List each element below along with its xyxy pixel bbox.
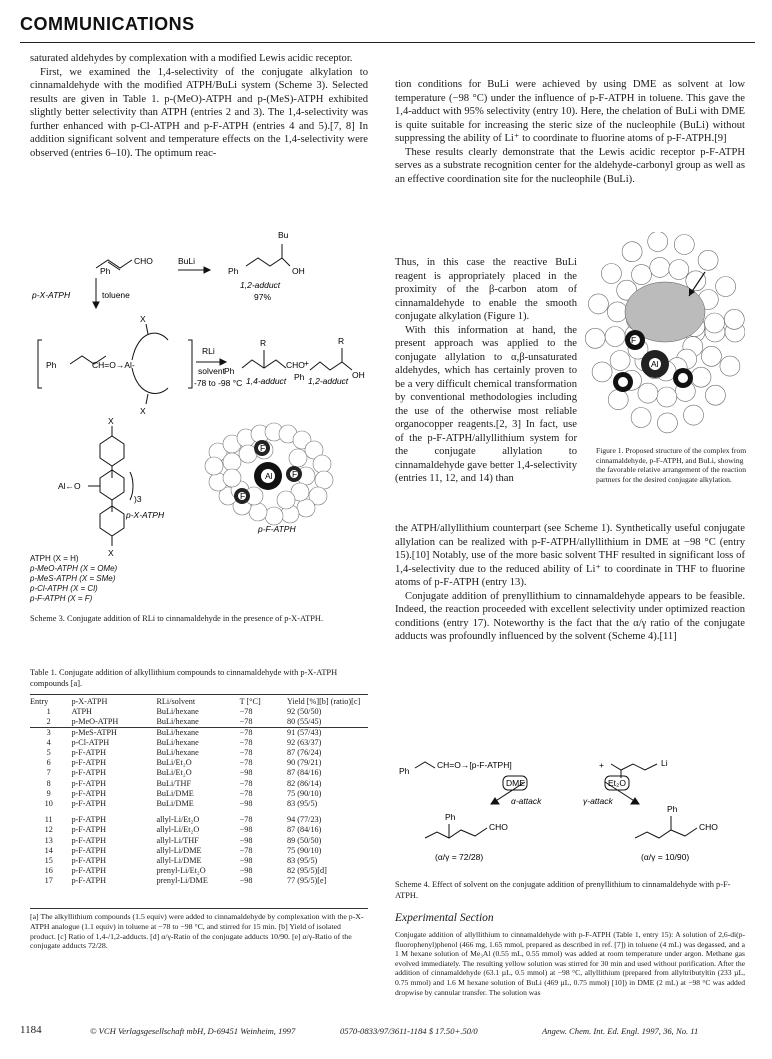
table-cell: allyl-Li/DME xyxy=(156,845,202,855)
atom-sphere xyxy=(607,302,627,322)
table-cell: −78 xyxy=(239,815,253,825)
table-row xyxy=(30,758,368,768)
table-cell: prenyl-Li/Et₂O xyxy=(156,866,206,876)
table-cell: 83 (95/5) xyxy=(287,799,318,809)
hydroxyl-label: OH xyxy=(292,266,305,276)
table-cell: p-Cl-ATPH xyxy=(71,737,110,747)
phenyl-label: Ph xyxy=(399,766,410,776)
table-cell: p-MeS-ATPH xyxy=(71,727,117,737)
table-cell: p-F-ATPH xyxy=(71,788,107,798)
left-column-text xyxy=(30,52,368,160)
atom-sphere xyxy=(716,277,736,297)
table-cell: BuLi/hexane xyxy=(156,737,199,747)
aluminum-label: Al xyxy=(651,359,659,369)
phenyl-label: Ph xyxy=(100,266,111,276)
plus-label: + xyxy=(304,358,309,368)
table-cell: 83 (95/5) xyxy=(287,856,318,866)
table-cell: 77 (95/5)[e] xyxy=(287,876,327,886)
paragraph: With this information at hand, the present approach was applied to the conjugate allylation to α,β-unsaturated aldehydes, which has certainly proven to be a very difficult chemical transformation by conventional methodologies including the use of the otherwise most reliable organocopper reagents.[2, 3] In fact, use of the p-F-ATPH/allyllithium system for the conjugate allylation to cinnamaldehyde gave better 1,4-selectivity (entries 11, 12, and 14) than xyxy=(395,324,577,484)
atom-sphere xyxy=(601,264,621,284)
table-cell: BuLi/hexane xyxy=(156,748,199,758)
phenyl-label: Ph xyxy=(46,360,57,370)
paragraph: tion conditions for BuLi were achieved by using DME as solvent at low temperature (−98 °C) under the influence of p-F-ATPH in toluene. This gave the 1,4-adduct with 95% selectivity (entry 10). Here, the chelation of BuLi with DME is quite suitable for increasing the steric size of the nucleophile (BuLi) without suppressing the ability of Li⁺ to coordinate to fluorine atoms of p-F-ATPH.[9] xyxy=(395,79,745,144)
table-cell: BuLi/THF xyxy=(156,778,192,788)
table-cell: 3 xyxy=(46,727,51,737)
table-cell: p-F-ATPH xyxy=(71,866,107,876)
table-cell: allyl-Li/Et₂O xyxy=(156,825,200,835)
aldehyde-label: CHO xyxy=(286,360,305,370)
table-cell: −98 xyxy=(239,856,253,866)
adduct-label: 1,2-adduct xyxy=(240,280,281,290)
table-cell: 87 (84/16) xyxy=(287,768,322,778)
complex-core-label: CH=O→Al- xyxy=(92,360,135,370)
table-cell: BuLi/DME xyxy=(156,799,194,809)
table-cell: allyl-Li/THF xyxy=(156,835,199,845)
table-cell: 75 (90/10) xyxy=(287,788,322,798)
table-row xyxy=(30,799,368,812)
aluminum-label: Al xyxy=(265,471,273,481)
hydroxyl-label: OH xyxy=(352,370,365,380)
fluorine-label: F xyxy=(631,335,637,345)
table-cell: −98 xyxy=(239,768,253,778)
table-cell: −78 xyxy=(239,717,253,727)
table-cell: −78 xyxy=(239,788,253,798)
atom-sphere xyxy=(669,260,689,280)
aldehyde-label: CHO xyxy=(489,822,508,832)
table-row xyxy=(30,728,368,738)
paragraph: Thus, in this case the reactive BuLi reagent is appropriately placed in the proximity of the β-carbon atom of cinnamaldehyde to enable the smooth conjugate alkylation (Figure 1). xyxy=(395,257,577,322)
table-cell: −78 xyxy=(239,737,253,747)
table-cell: p-F-ATPH xyxy=(71,835,107,845)
table-row xyxy=(30,825,368,835)
page-header xyxy=(20,12,755,43)
table-cell: 9 xyxy=(46,788,51,798)
column-header: T [°C] xyxy=(239,697,261,706)
table-cell: p-F-ATPH xyxy=(71,856,107,866)
figure-1-caption: Figure 1. Proposed structure of the complex from cinnamaldehyde, p-F-ATPH, and BuLi, showing the favorable relative arrangement of the reaction partners for the desired conjugate alkylation. xyxy=(596,446,747,484)
yield-label: 97% xyxy=(254,292,272,302)
table-1-caption: Table 1. Conjugate addition of alkyllithium compounds to cinnamaldehyde with p-X-ATPH compounds [a]. xyxy=(30,668,338,688)
table-cell: BuLi/Et₂O xyxy=(156,768,192,778)
atom-sphere xyxy=(638,383,658,403)
paragraph: saturated aldehydes by complexation with a modified Lewis acidic receptor. xyxy=(30,53,353,64)
paragraph: the ATPH/allyllithium counterpart (see Scheme 1). Synthetically useful conjugate allylation can be realized with p-F-ATPH/allyllithium in DME at −98 °C (entry 15).[10] Notably, use of the more basic solvent THF resulted in significant loss of 1,4-selectivity due to the reduced ability of Li⁺ to coordinate in THF to fluorine atoms of p-F-ATPH (entry 13). xyxy=(395,523,745,588)
atom-sphere xyxy=(705,385,725,405)
r-group-label: R xyxy=(260,338,267,348)
table-cell: 80 (55/45) xyxy=(287,717,322,727)
atom-sphere xyxy=(592,362,612,382)
table-cell: 82 (95/5)[d] xyxy=(287,866,327,876)
table-cell: p-F-ATPH xyxy=(71,825,107,835)
table-cell: p-F-ATPH xyxy=(71,845,107,855)
right-column-text-narrow xyxy=(395,256,577,486)
table-cell: −78 xyxy=(239,758,253,768)
paragraph: First, we examined the 1,4-selectivity of the conjugate alkylation to cinnamaldehyde with the modified ATPH/BuLi system (Scheme 3). Selected results are given in Table 1. p-(MeO)-ATPH and p-(MeS)-ATPH exhibited slightly better selectivity than ATPH (entries 2 and 3). The 1,4-selectivity was further enhanced with p-Cl-ATPH and p-F-ATPH (entries 4 and 5).[7, 8] In addition significant solvent and temperature effects on the 1,4-selectivity were observed (entries 6–10). The optimum reac- xyxy=(30,66,368,159)
table-row xyxy=(30,866,368,876)
table-cell: 13 xyxy=(44,835,53,845)
lithium-label: Li xyxy=(661,758,668,768)
aldehyde-label: CHO xyxy=(134,256,153,266)
fluorine-label: F xyxy=(240,491,246,501)
table-cell: −98 xyxy=(239,876,253,886)
attack-label: α-attack xyxy=(511,796,542,806)
table-cell: p-F-ATPH xyxy=(71,748,107,758)
table-cell: allyl-Li/Et₂O xyxy=(156,815,200,825)
scheme-4 xyxy=(395,756,745,876)
table-cell: −98 xyxy=(239,835,253,845)
atom-sphere xyxy=(632,265,652,285)
solvent-badge: DME xyxy=(506,778,525,788)
table-cell: 12 xyxy=(44,825,53,835)
table-cell: 14 xyxy=(44,845,53,855)
table-row xyxy=(30,779,368,789)
table-row xyxy=(30,768,368,778)
table-row xyxy=(30,748,368,758)
table-cell: ATPH xyxy=(71,707,92,717)
definition-item: p-MeO-ATPH (X = OMe) xyxy=(30,564,118,573)
attack-label: γ-attack xyxy=(583,796,613,806)
atom-sphere xyxy=(585,328,605,348)
atom-sphere xyxy=(691,367,711,387)
table-cell: 8 xyxy=(46,778,51,788)
table-cell: −78 xyxy=(239,845,253,855)
phenyl-label: Ph xyxy=(445,812,456,822)
r-group-label: R xyxy=(338,336,345,346)
column-header: Yield [%][b] (ratio)[c] xyxy=(287,697,361,706)
atom-sphere xyxy=(650,257,670,277)
atom-sphere xyxy=(701,346,721,366)
fluorine-label: F xyxy=(260,443,266,453)
table-cell: p-F-ATPH xyxy=(71,758,107,768)
reagent-label: p-X-ATPH xyxy=(32,290,71,300)
journal-citation: Angew. Chem. Int. Ed. Engl. 1997, 36, No. 11 xyxy=(542,1026,699,1036)
table-cell: −78 xyxy=(239,707,253,717)
complex-label: CH=O→[p-F-ATPH] xyxy=(437,760,512,770)
definition-item: p-Cl-ATPH (X = Cl) xyxy=(30,584,98,593)
table-cell: −98 xyxy=(239,825,253,835)
atom-sphere xyxy=(724,309,744,329)
table-cell: 75 (90/10) xyxy=(287,845,322,855)
table-cell: 90 (79/21) xyxy=(287,758,322,768)
section-title: COMMUNICATIONS xyxy=(20,14,195,34)
table-cell: 1 xyxy=(46,707,51,717)
experimental-text: Conjugate addition of allyllithium to cinnamaldehyde with p-F-ATPH (Table 1, entry 15): A solution of 2,6-di(p-fluorophenyl)phenol (466 mg, 1.65 mmol, prepared as described in ref. [7]) in toluene (4 mL) was degassed, and a 1 M hexane solution of Me₃Al (0.55 mL, 0.55 mmol) was added at room temperature under argon. Methane gas evolved immediately. The resulting yellow solution was stirred for 30 min and used without purification. After the addition of cinnamaldehyde (63.1 µL, 0.5 mmol) at −98 °C, allyllithium (prepared from allyltributyltin (233 µL, 0.75 mmol) and 1.6 M hexane solution of BuLi (469 µL, 0.75 mmol) [10]) in DME (2 mL) at −98 °C was added dropwise by cannular transfer. The solution was xyxy=(395,930,745,997)
table-cell: 2 xyxy=(46,717,51,727)
table-cell: p-F-ATPH xyxy=(71,815,107,825)
table-cell: 91 (57/43) xyxy=(287,727,322,737)
solvent-badge: Et₂O xyxy=(608,778,626,788)
table-cell: 16 xyxy=(44,866,53,876)
atom-sphere xyxy=(605,327,625,347)
table-cell: 15 xyxy=(44,856,53,866)
table-cell: BuLi/DME xyxy=(156,788,194,798)
table-cell: p-F-ATPH xyxy=(71,799,107,809)
table-1 xyxy=(30,697,368,887)
atom-sphere xyxy=(657,413,677,433)
table-row xyxy=(30,876,368,886)
table-cell: p-MeO-ATPH xyxy=(71,717,119,727)
table-cell: 11 xyxy=(44,815,53,825)
table-cell: p-F-ATPH xyxy=(71,768,107,778)
butyl-label: Bu xyxy=(278,230,289,240)
al-o-label: Al←O xyxy=(58,481,81,491)
phenyl-label: Ph xyxy=(667,804,678,814)
table-cell: 5 xyxy=(46,748,51,758)
table-cell: 92 (63/37) xyxy=(287,737,322,747)
substituent-label: X xyxy=(108,548,114,558)
solvent-label: solvent xyxy=(198,366,225,376)
adduct-label: 1,4-adduct xyxy=(246,376,287,386)
fluorine-label: F xyxy=(292,469,298,479)
atom-sphere xyxy=(657,387,677,407)
table-row xyxy=(30,789,368,799)
table-cell: p-F-ATPH xyxy=(71,876,107,886)
table-cell: BuLi/hexane xyxy=(156,727,199,737)
solvent-label: toluene xyxy=(102,290,130,300)
table-cell: 7 xyxy=(46,768,51,778)
phenyl-label: Ph xyxy=(228,266,239,276)
figure-1-image xyxy=(585,232,745,442)
table-cell: −98 xyxy=(239,799,253,809)
table-row xyxy=(30,846,368,856)
ratio-label: (α/γ = 10/90) xyxy=(641,852,690,862)
definition-item: p-MeS-ATPH (X = SMe) xyxy=(30,574,116,583)
reagent-label: RLi xyxy=(202,346,215,356)
table-1-footnote: [a] The alkyllithium compounds (1.5 equiv) were added to cinnamaldehyde by complexation with the p-X-ATPH analogue (1.1 equiv) in toluene at −78 to −98 °C, and stirred for 15 min. [b] Yield of isolated product. [c] Ratio of 1,4-/1,2-adducts. [d] α/γ-Ratio of the conjugate adducts 10/90. [e] α/γ-Ratio of the conjugate adducts 72/28. xyxy=(30,912,364,951)
table-cell: −78 xyxy=(239,727,253,737)
table-row xyxy=(30,707,368,717)
substituent-label: X xyxy=(140,406,146,416)
paragraph: These results clearly demonstrate that the Lewis acidic receptor p-F-ATPH serves as a substrate recognition center for the aldehyde-carbonyl group as well as an effective coordination site for the nucleophile (BuLi). xyxy=(395,146,745,185)
table-cell: 82 (86/14) xyxy=(287,778,322,788)
subscript-label: )3 xyxy=(134,494,142,504)
atom-sphere xyxy=(698,250,718,270)
table-cell: −78 xyxy=(239,748,253,758)
scheme-3-caption: Scheme 3. Conjugate addition of RLi to cinnamaldehyde in the presence of p-X-ATPH. xyxy=(30,614,324,623)
adduct-label: 1,2-adduct xyxy=(308,376,349,386)
table-1-grid xyxy=(30,697,368,887)
atom-sphere xyxy=(608,390,628,410)
table-cell: −78 xyxy=(239,778,253,788)
definition-item: p-F-ATPH (X = F) xyxy=(30,594,93,603)
table-cell: 89 (50/50) xyxy=(287,835,322,845)
plus-label: + xyxy=(599,760,604,770)
table-cell: 92 (50/50) xyxy=(287,707,322,717)
temperature-label: -78 to -98 °C xyxy=(194,378,243,388)
table-cell: BuLi/Et₂O xyxy=(156,758,192,768)
atom-sphere xyxy=(610,351,630,371)
atom-sphere xyxy=(631,408,651,428)
atom-sphere xyxy=(588,294,608,314)
ratio-label: (α/γ = 72/28) xyxy=(435,852,484,862)
model-label: p-F-ATPH xyxy=(258,524,296,534)
article-code: 0570-0833/97/3611-1184 $ 17.50+.50/0 xyxy=(340,1026,478,1036)
substituent-label: X xyxy=(108,416,114,426)
page-number: 1184 xyxy=(20,1024,42,1036)
column-header: p-X-ATPH xyxy=(71,697,108,706)
atom-sphere xyxy=(648,232,668,252)
experimental-heading: Experimental Section xyxy=(395,912,494,924)
table-cell: p-F-ATPH xyxy=(71,778,107,788)
reagent-label: BuLi xyxy=(178,256,196,266)
table-cell: 87 (84/16) xyxy=(287,825,322,835)
right-column-text-bottom xyxy=(395,522,745,644)
column-header: RLi/solvent xyxy=(156,697,196,706)
table-cell: 94 (77/23) xyxy=(287,815,322,825)
atom-sphere xyxy=(684,405,704,425)
table-cell: 10 xyxy=(44,799,53,809)
atom-sphere xyxy=(622,242,642,262)
table-header-row xyxy=(30,697,368,707)
atom-sphere xyxy=(705,313,725,333)
column-header: Entry xyxy=(30,697,49,706)
ligand-definitions xyxy=(30,554,117,604)
table-cell: allyl-Li/DME xyxy=(156,856,202,866)
paragraph: Conjugate addition of prenyllithium to cinnamaldehyde appears to be feasible. Indeed, the reaction proceeded with excellent selectivity under optimized reaction conditions (entry 17). Noteworthy is the fact that the α/γ ratio of the conjugate adducts was profoundly influenced by the solvent (Scheme 4).[11] xyxy=(395,590,745,642)
table-cell: BuLi/hexane xyxy=(156,707,199,717)
atom-sphere xyxy=(674,235,694,255)
phenyl-label: Ph xyxy=(224,366,235,376)
table-cell: −98 xyxy=(239,866,253,876)
table-cell: BuLi/hexane xyxy=(156,717,199,727)
right-column-text-top xyxy=(395,78,745,186)
definition-item: ATPH (X = H) xyxy=(30,554,79,563)
table-cell: 6 xyxy=(46,758,51,768)
table-cell: 17 xyxy=(44,876,53,886)
ligand-name: p-X-ATPH xyxy=(126,510,165,520)
table-cell: 4 xyxy=(46,737,51,747)
table-cell: prenyl-Li/DME xyxy=(156,876,208,886)
scheme-4-caption: Scheme 4. Effect of solvent on the conjugate addition of prenyllithium to cinnamaldehyde with p-F-ATPH. xyxy=(395,880,731,900)
table-row xyxy=(30,836,368,846)
substituent-label: X xyxy=(140,314,146,324)
table-row xyxy=(30,812,368,825)
table-cell: 87 (76/24) xyxy=(287,748,322,758)
publisher-line: © VCH Verlagsgesellschaft mbH, D-69451 Weinheim, 1997 xyxy=(90,1026,296,1036)
aldehyde-label: CHO xyxy=(699,822,718,832)
phenyl-label: Ph xyxy=(294,372,305,382)
table-row xyxy=(30,856,368,866)
atom-sphere xyxy=(720,356,740,376)
table-row xyxy=(30,738,368,748)
scheme-3 xyxy=(28,200,373,580)
